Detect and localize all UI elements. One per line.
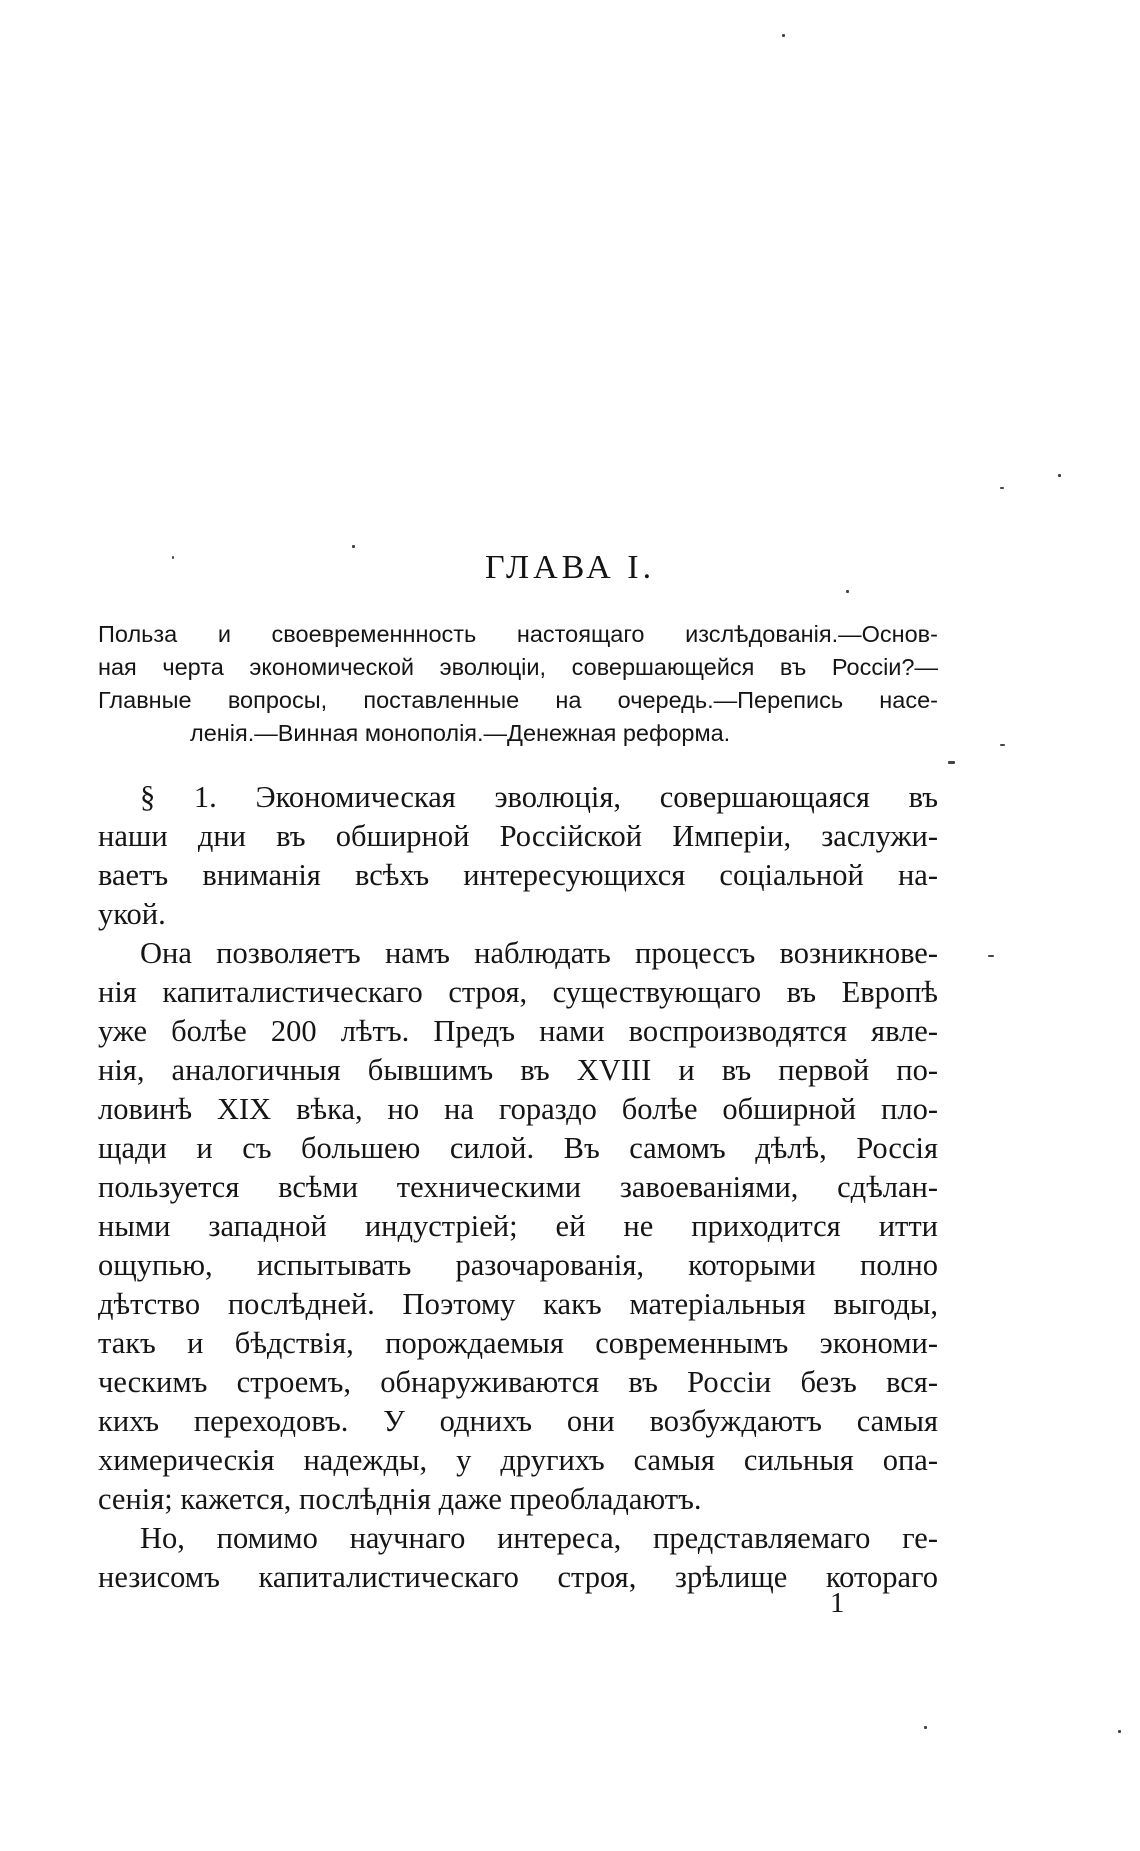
scan-speck xyxy=(1118,1730,1121,1733)
page-number: 1 xyxy=(830,1587,845,1619)
text-line: кихъ переходовъ. У однихъ они возбуждаютъ самыя xyxy=(98,1404,938,1438)
scan-speck xyxy=(782,34,785,37)
text-line: Она позволяетъ намъ наблюдать процессъ возникнове- xyxy=(140,936,938,970)
text-line: ческимъ строемъ, обнаруживаются въ Россіи безъ вся- xyxy=(98,1365,938,1399)
chapter-title: ГЛАВА I. xyxy=(484,549,656,586)
text-line: щади и съ большею силой. Въ самомъ дѣлѣ, Россія xyxy=(98,1131,938,1165)
scan-speck xyxy=(352,545,355,548)
scan-speck xyxy=(846,590,849,593)
text-line: укой. xyxy=(98,897,166,931)
text-line: ными западной индустріей; ей не приходится итти xyxy=(98,1209,938,1243)
scan-speck xyxy=(948,761,955,764)
summary-line: Главные вопросы, поставленные на очередь.—Перепись насе- xyxy=(98,687,938,713)
summary-line: ная черта экономической эволюціи, совершающейся въ Россіи?— xyxy=(98,654,938,680)
summary-line: ленія.—Винная монополія.—Денежная реформа. xyxy=(190,720,731,746)
text-line: дѣтство послѣдней. Поэтому какъ матеріальныя выгоды, xyxy=(98,1287,938,1321)
scan-speck xyxy=(172,556,174,559)
scan-speck xyxy=(1000,487,1004,489)
text-line: такъ и бѣдствія, порождаемыя современнымъ экономи- xyxy=(98,1326,938,1360)
body-text xyxy=(98,778,938,1597)
text-line: ваетъ вниманія всѣхъ интересующихся соціальной на- xyxy=(98,858,938,892)
text-line: ощупью, испытывать разочарованія, которыми полно xyxy=(98,1248,938,1282)
scan-speck xyxy=(924,1726,927,1729)
text-line: Но, помимо научнаго интереса, представляемаго ге- xyxy=(140,1521,938,1555)
text-line: ловинѣ XIX вѣка, но на гораздо болѣе обширной пло- xyxy=(98,1092,938,1126)
summary-line: Польза и своевременнность настоящаго изслѣдованія.—Основ- xyxy=(98,621,938,647)
scan-speck xyxy=(988,955,994,957)
text-line: нія капиталистическаго строя, существующаго въ Европѣ xyxy=(98,975,938,1009)
text-line: § 1. Экономическая эволюція, совершающаяся въ xyxy=(140,780,938,814)
chapter-summary xyxy=(98,618,938,750)
text-line: уже болѣе 200 лѣтъ. Предъ нами воспроизводятся явле- xyxy=(98,1014,938,1048)
text-line: незисомъ капиталистическаго строя, зрѣлище котораго xyxy=(98,1560,938,1594)
text-line: сенія; кажется, послѣднія даже преобладаютъ. xyxy=(98,1482,702,1516)
text-line: химерическія надежды, у другихъ самыя сильныя опа- xyxy=(98,1443,938,1477)
text-line: пользуется всѣми техническими завоеваніями, сдѣлан- xyxy=(98,1170,938,1204)
text-line: наши дни въ обширной Россійской Имперіи, заслужи- xyxy=(98,819,938,853)
text-line: нія, аналогичныя бывшимъ въ XVIII и въ первой по- xyxy=(98,1053,938,1087)
scan-speck xyxy=(1058,474,1061,477)
scan-speck xyxy=(1000,744,1005,746)
